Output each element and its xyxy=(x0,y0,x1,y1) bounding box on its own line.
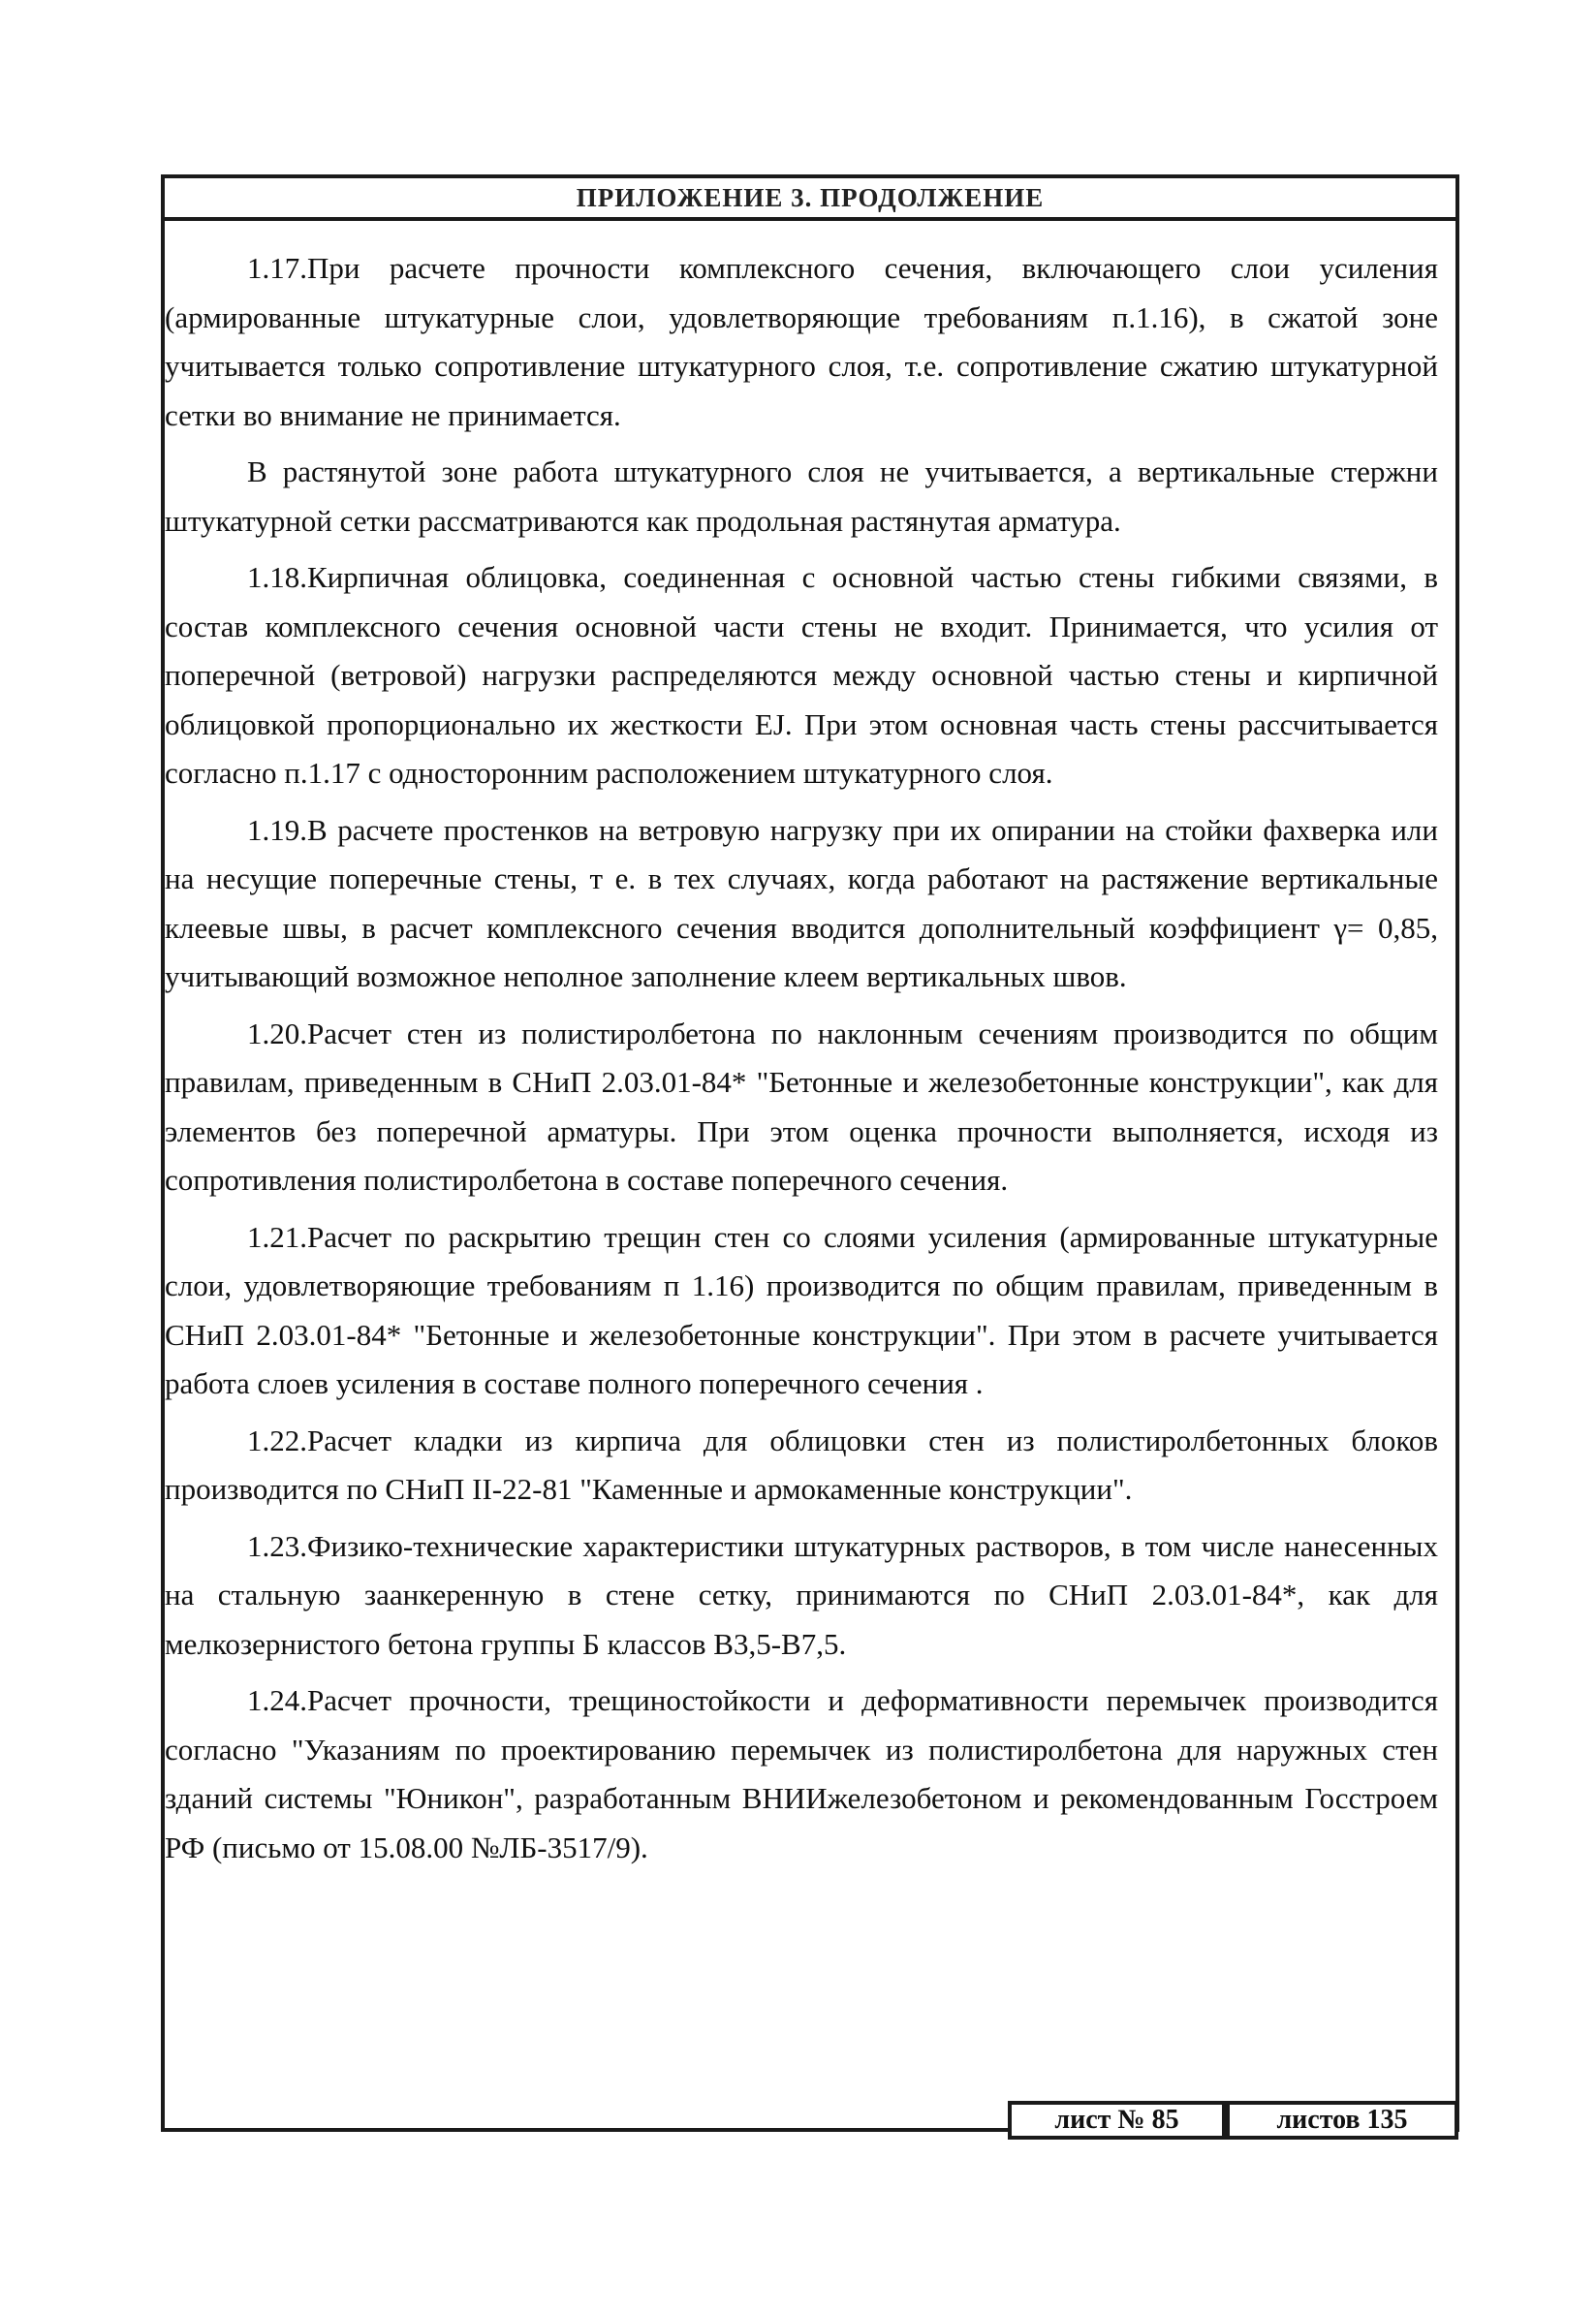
paragraph-1-23: 1.23.Физико-технические характеристики штукатурных растворов, в том числе нанесенных на стальную заанкеренную в стене сетку, принимаются по СНиП 2.03.01-84*, как для мелкозернистого бетона группы Б классов В3,5-В7,5. xyxy=(165,1528,1438,1661)
sheet-number: лист № 85 xyxy=(1054,2105,1179,2135)
paragraph-1-17: 1.17.При расчете прочности комплексного сечения, включающего слои усиления (армированные штукатурные слои, удовлетворяющие требованиям п.1.16), в сжатой зоне учитывается только сопротивление штукатурного слоя, т.е. сопротивление сжатию штукатурной сетки во внимание не принимается. xyxy=(165,251,1438,432)
sheet-number-box xyxy=(1008,2101,1226,2140)
body-text xyxy=(165,244,1463,1880)
paragraph-1-22: 1.22.Расчет кладки из кирпича для облицовки стен из полистиролбетонных блоков производится по СНиП II-22-81 "Каменные и армокаменные конструкции". xyxy=(165,1423,1438,1506)
page-frame xyxy=(161,174,1459,2132)
paragraph-tension-zone: В растянутой зоне работа штукатурного слоя не учитывается, а вертикальные стержни штукатурной сетки рассматриваются как продольная растянутая арматура. xyxy=(165,454,1438,538)
paragraph-1-18: 1.18.Кирпичная облицовка, соединенная с основной частью стены гибкими связями, в состав комплексного сечения основной части стены не входит. Принимается, что усилия от поперечной (ветровой) нагрузки распределяются между основной частью стены и кирпичной облицовкой пропорционально их жесткости EJ. При этом основная часть стены рассчитывается согласно п.1.17 с односторонним расположением штукатурного слоя. xyxy=(165,560,1438,790)
page-title: ПРИЛОЖЕНИЕ 3. ПРОДОЛЖЕНИЕ xyxy=(576,182,1045,212)
sheet-total: листов 135 xyxy=(1276,2105,1408,2135)
paragraph-1-20: 1.20.Расчет стен из полистиролбетона по наклонным сечениям производится по общим правилам, приведенным в СНиП 2.03.01-84* "Бетонные и железобетонные конструкции", как для элементов без поперечной арматуры. При этом оценка прочности выполняется, исходя из сопротивления полистиролбетона в составе поперечного сечения. xyxy=(165,1016,1438,1197)
paragraph-1-21: 1.21.Расчет по раскрытию трещин стен со слоями усиления (армированные штукатурные слои, удовлетворяющие требованиям п 1.16) производится по общим правилам, приведенным в СНиП 2.03.01-84* "Бетонные и железобетонные конструкции". При этом в расчете учитывается работа слоев усиления в составе полного поперечного сечения . xyxy=(165,1219,1438,1400)
sheet-total-box xyxy=(1226,2101,1458,2140)
paragraph-1-19: 1.19.В расчете простенков на ветровую нагрузку при их опирании на стойки фахверка или на несущие поперечные стены, т е. в тех случаях, когда работают на растяжение вертикальные клеевые швы, в расчет комплексного сечения вводится дополнительный коэффициент γ= 0,85, учитывающий возможное неполное заполнение клеем вертикальных швов. xyxy=(165,812,1438,993)
paragraph-1-24: 1.24.Расчет прочности, трещиностойкости и деформативности перемычек производится согласно "Указаниям по проектированию перемычек из полистиролбетона для наружных стен зданий системы "Юникон", разработанным ВНИИжелезобетоном и рекомендованным Госстроем РФ (письмо от 15.08.00 №ЛБ-3517/9). xyxy=(165,1683,1438,1864)
header-bar xyxy=(165,178,1455,221)
